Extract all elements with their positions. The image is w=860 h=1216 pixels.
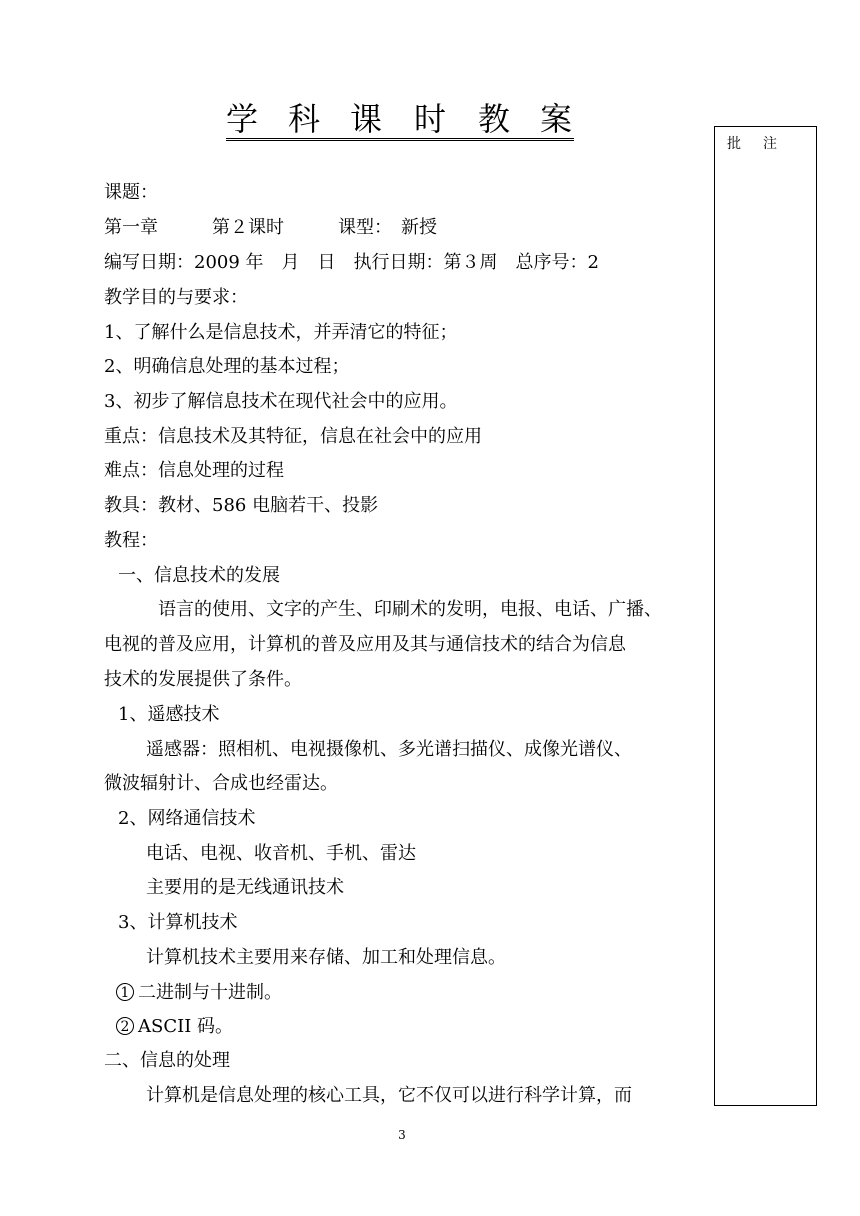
list-item-text: ASCII 码。 [138, 1016, 234, 1037]
section-heading: 一、信息技术的发展 [118, 565, 280, 586]
procedure-heading: 教程： [104, 530, 158, 551]
section-heading: 二、信息的处理 [104, 1050, 230, 1071]
subsection-heading: 3、计算机技术 [118, 912, 238, 933]
subsection-heading: 2、网络通信技术 [118, 808, 256, 829]
annotation-label: 批注 [727, 136, 799, 152]
title-char: 时 [414, 100, 447, 138]
key-points: 重点：信息技术及其特征，信息在社会中的应用 [104, 426, 482, 447]
difficult-points: 难点：信息处理的过程 [104, 460, 284, 481]
paragraph-line: 遥感器：照相机、电视摄像机、多光谱扫描仪、成像光谱仪、 [146, 739, 632, 760]
title-char: 课 [350, 100, 383, 138]
subsection-heading: 1、遥感技术 [118, 704, 220, 725]
objective-item: 1、了解什么是信息技术，并弄清它的特征； [104, 322, 458, 343]
list-item [116, 1016, 233, 1038]
paragraph-line: 电视的普及应用，计算机的普及应用及其与通信技术的结合为信息 [104, 634, 626, 655]
paragraph-line: 主要用的是无线通讯技术 [146, 877, 344, 898]
paragraph-line: 计算机技术主要用来存储、加工和处理信息。 [146, 947, 506, 968]
title-char: 案 [540, 100, 573, 138]
teaching-aids: 教具：教材、586 电脑若干、投影 [104, 495, 379, 516]
paragraph-line: 微波辐射计、合成也经雷达。 [104, 773, 338, 794]
paragraph-line: 电话、电视、收音机、手机、雷达 [146, 843, 416, 864]
objectives-heading: 教学目的与要求： [104, 287, 248, 308]
list-item [116, 982, 282, 1004]
title-char: 学 [226, 100, 259, 138]
objective-item: 3、初步了解信息技术在现代社会中的应用。 [104, 391, 458, 412]
page-number: 3 [398, 1128, 406, 1142]
chapter-info: 第一章 第２课时 课型： 新授 [104, 217, 437, 238]
objective-item: 2、明确信息处理的基本过程； [104, 356, 350, 377]
annotation-box [714, 126, 817, 1106]
list-item-text: 二进制与十进制。 [138, 982, 282, 1003]
topic-label: 课题： [104, 182, 158, 203]
date-info: 编写日期：2009 年 月 日 执行日期：第３周 总序号：2 [104, 252, 599, 273]
paragraph-line: 计算机是信息处理的核心工具，它不仅可以进行科学计算，而 [146, 1085, 632, 1106]
paragraph-line: 技术的发展提供了条件。 [104, 669, 302, 690]
title-char: 科 [288, 100, 321, 138]
circled-number: 1 [116, 983, 134, 1001]
circled-number: 2 [116, 1017, 134, 1035]
paragraph-line: 语言的使用、文字的产生、印刷术的发明，电报、电话、广播、 [158, 599, 662, 620]
title-char: 教 [478, 100, 511, 138]
